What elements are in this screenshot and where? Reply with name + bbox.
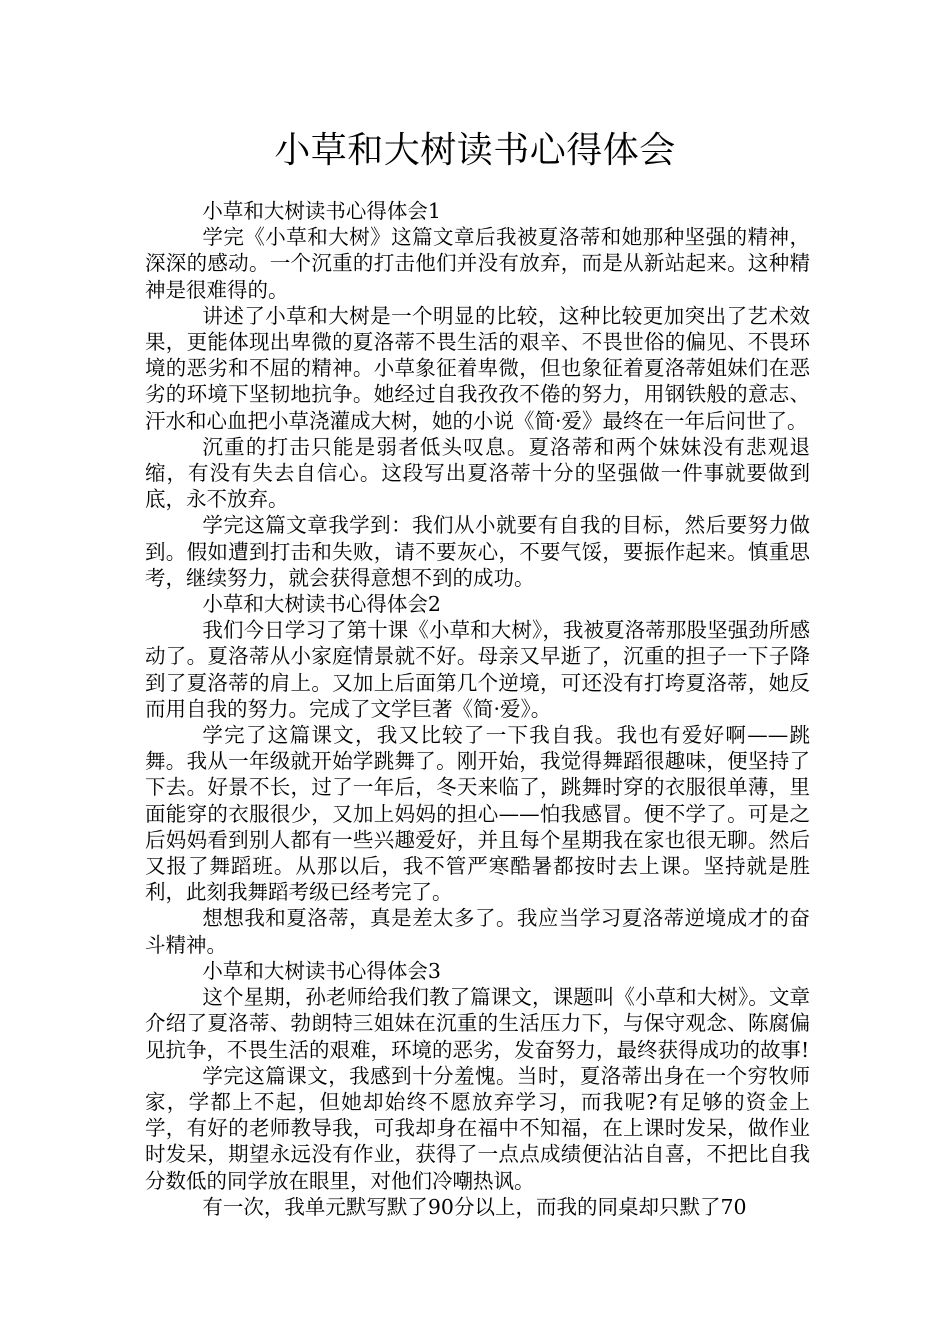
paragraph: 有一次，我单元默写默了90分以上，而我的同桌却只默了70 bbox=[202, 1194, 747, 1219]
paragraph: 学完了这篇课文，我又比较了一下我自我。我也有爱好啊——跳舞。我从一年级就开始学跳舞了。刚开始，我觉得舞蹈很趣味，便坚持了下去。好景不长，过了一年后，冬天来临了，跳舞时穿的衣服很单薄，里面能穿的衣服很少，又加上妈妈的担心——怕我感冒。便不学了。可是之后妈妈看到别人都有一些兴趣爱好，并且每个星期我在家也很无聊。然后又报了舞蹈班。从那以后，我不管严寒酷暑都按时去上课。坚持就是胜利，此刻我舞蹈考级已经考完了。 bbox=[145, 723, 810, 905]
document-body bbox=[145, 198, 810, 1228]
paragraph: 想想我和夏洛蒂，真是差太多了。我应当学习夏洛蒂逆境成才的奋斗精神。 bbox=[145, 906, 810, 957]
paragraph: 学完这篇课文，我感到十分羞愧。当时，夏洛蒂出身在一个穷牧师家，学都上不起，但她却始终不愿放弃学习，而我呢?有足够的资金上学，有好的老师教导我，可我却身在福中不知福，在上课时发呆，做作业时发呆，期望永远没有作业，获得了一点点成绩便沾沾自喜，不把比自我分数低的同学放在眼里，对他们冷嘲热讽。 bbox=[145, 1063, 810, 1193]
paragraph: 学完《小草和大树》这篇文章后我被夏洛蒂和她那种坚强的精神，深深的感动。一个沉重的打击他们并没有放弃，而是从新站起来。这种精神是很难得的。 bbox=[145, 225, 810, 302]
page-title: 小草和大树读书心得体会 bbox=[274, 130, 676, 171]
section-heading: 小草和大树读书心得体会3 bbox=[202, 958, 441, 983]
paragraph: 沉重的打击只能是弱者低头叹息。夏洛蒂和两个妹妹没有悲观退缩，有没有失去自信心。这段写出夏洛蒂十分的坚强做一件事就要做到底，永不放弃。 bbox=[145, 434, 810, 512]
paragraph: 我们今日学习了第十课《小草和大树》，我被夏洛蒂那股坚强劲所感动了。夏洛蒂从小家庭情景就不好。母亲又早逝了，沉重的担子一下子降到了夏洛蒂的肩上。又加上后面第几个逆境，可还没有打垮夏洛蒂，她反而用自我的努力。完成了文学巨著《简·爱》。 bbox=[145, 618, 810, 721]
paragraph: 讲述了小草和大树是一个明显的比较，这种比较更加突出了艺术效果，更能体现出卑微的夏洛蒂不畏生活的艰辛、不畏世俗的偏见、不畏环境的恶劣和不屈的精神。小草象征着卑微，但也象征着夏洛蒂姐妹们在恶劣的环境下坚韧地抗争。她经过自我孜孜不倦的努力，用钢铁般的意志、汗水和心血把小草浇灌成大树，她的小说《简·爱》最终在一年后问世了。 bbox=[145, 303, 810, 433]
paragraph: 这个星期，孙老师给我们教了篇课文，课题叫《小草和大树》。文章介绍了夏洛蒂、勃朗特三姐妹在沉重的生活压力下，与保守观念、陈腐偏见抗争，不畏生活的艰难，环境的恶劣，发奋努力，最终获得成功的故事! bbox=[145, 985, 810, 1062]
paragraph: 学完这篇文章我学到：我们从小就要有自我的目标，然后要努力做到。假如遭到打击和失败，请不要灰心，不要气馁，要振作起来。慎重思考，继续努力，就会获得意想不到的成功。 bbox=[145, 513, 810, 590]
section-heading: 小草和大树读书心得体会2 bbox=[202, 592, 441, 617]
section-heading: 小草和大树读书心得体会1 bbox=[202, 199, 441, 223]
